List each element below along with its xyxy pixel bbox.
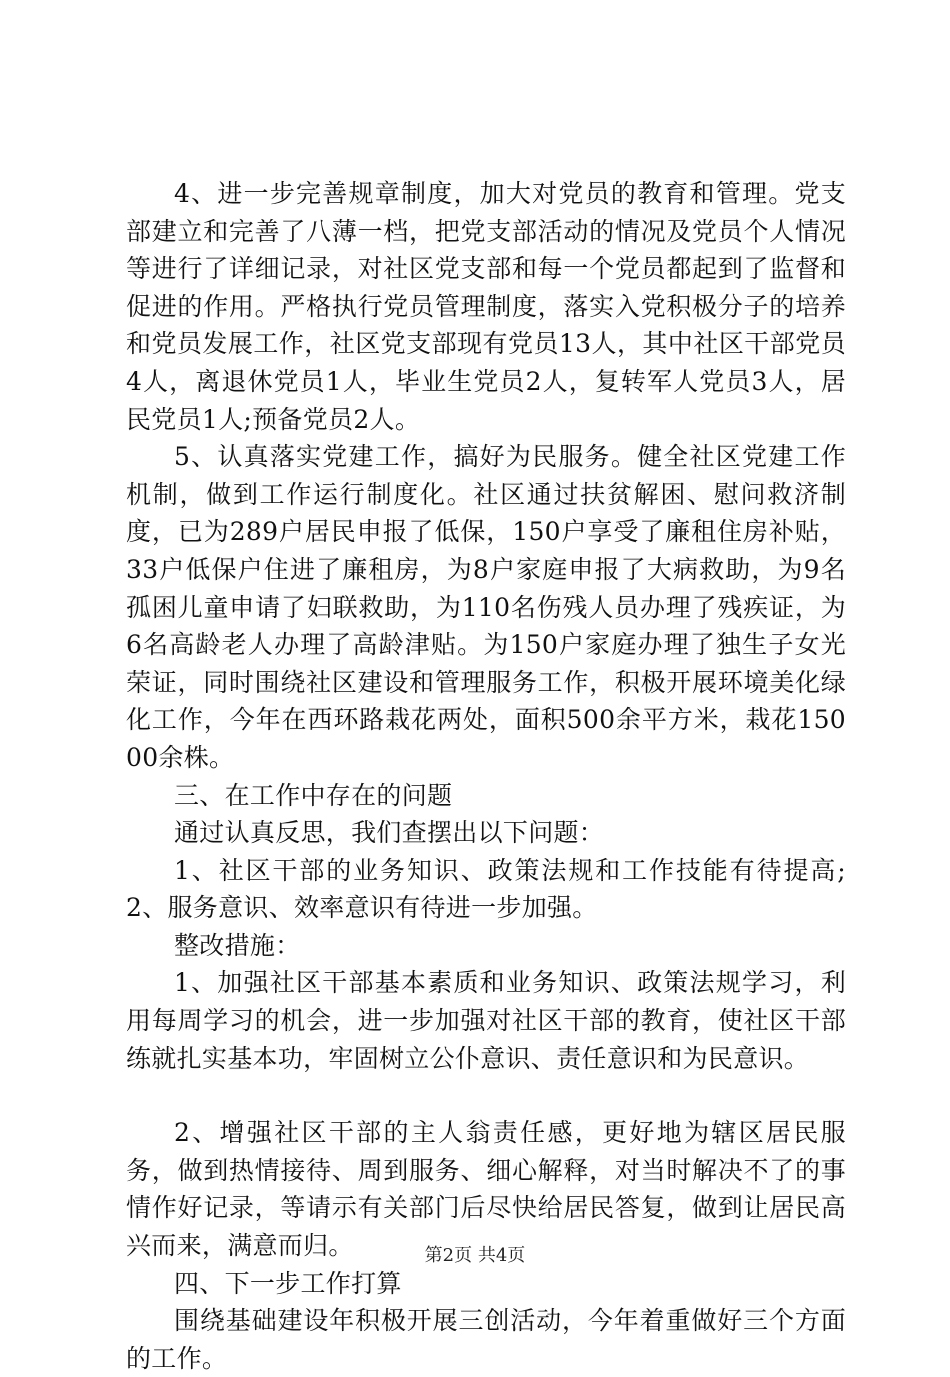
page-number-footer: 第2页 共4页 [424, 1245, 526, 1266]
paragraph-problems-list: 1、社区干部的业务知识、政策法规和工作技能有待提高;2、服务意识、效率意识有待进一步加强。 [126, 855, 846, 923]
document-body [126, 175, 846, 1377]
paragraph-measure-2: 2、增强社区干部的主人翁责任感，更好地为辖区居民服务，做到热情接待、周到服务、细心解释，对当时解决不了的事情作好记录，等请示有关部门后尽快给居民答复，做到让居民高兴而来，满意而归。 [126, 1118, 846, 1261]
paragraph-measure-1: 1、加强社区干部基本素质和业务知识、政策法规学习，利用每周学习的机会，进一步加强对社区干部的教育，使社区干部练就扎实基本功，牢固树立公仆意识、责任意识和为民意识。 [126, 968, 846, 1073]
paragraph-rules-and-members: 4、进一步完善规章制度，加大对党员的教育和管理。党支部建立和完善了八薄一档，把党支部活动的情况及党员个人情况等进行了详细记录，对社区党支部和每一个党员都起到了监督和促进的作用。严格执行党员管理制度，落实入党积极分子的培养和党员发展工作，社区党支部现有党员13人，其中社区干部党员4人，离退休党员1人，毕业生党员2人，复转军人党员3人，居民党员1人;预备党员2人。 [126, 179, 846, 434]
paragraph-party-building-service: 5、认真落实党建工作，搞好为民服务。健全社区党建工作机制，做到工作运行制度化。社区通过扶贫解困、慰问救济制度，已为289户居民申报了低保，150户享受了廉租住房补贴，33户低保户住进了廉租房，为8户家庭申报了大病救助，为9名孤困儿童申请了妇联救助，为110名伤残人员办理了残疾证，为6名高龄老人办理了高龄津贴。为150户家庭办理了独生子女光荣证，同时围绕社区建设和管理服务工作，积极开展环境美化绿化工作，今年在西环路栽花两处，面积500余平方米，栽花15000余株。 [126, 442, 846, 772]
subheading-rectification: 整改措施： [174, 930, 301, 960]
paragraph-problems-intro: 通过认真反思，我们查摆出以下问题： [174, 818, 605, 848]
paragraph-next-steps: 围绕基础建设年积极开展三创活动，今年着重做好三个方面的工作。 [126, 1306, 846, 1373]
section-heading-problems: 三、在工作中存在的问题 [174, 780, 453, 810]
section-heading-next-steps: 四、下一步工作打算 [174, 1268, 402, 1298]
